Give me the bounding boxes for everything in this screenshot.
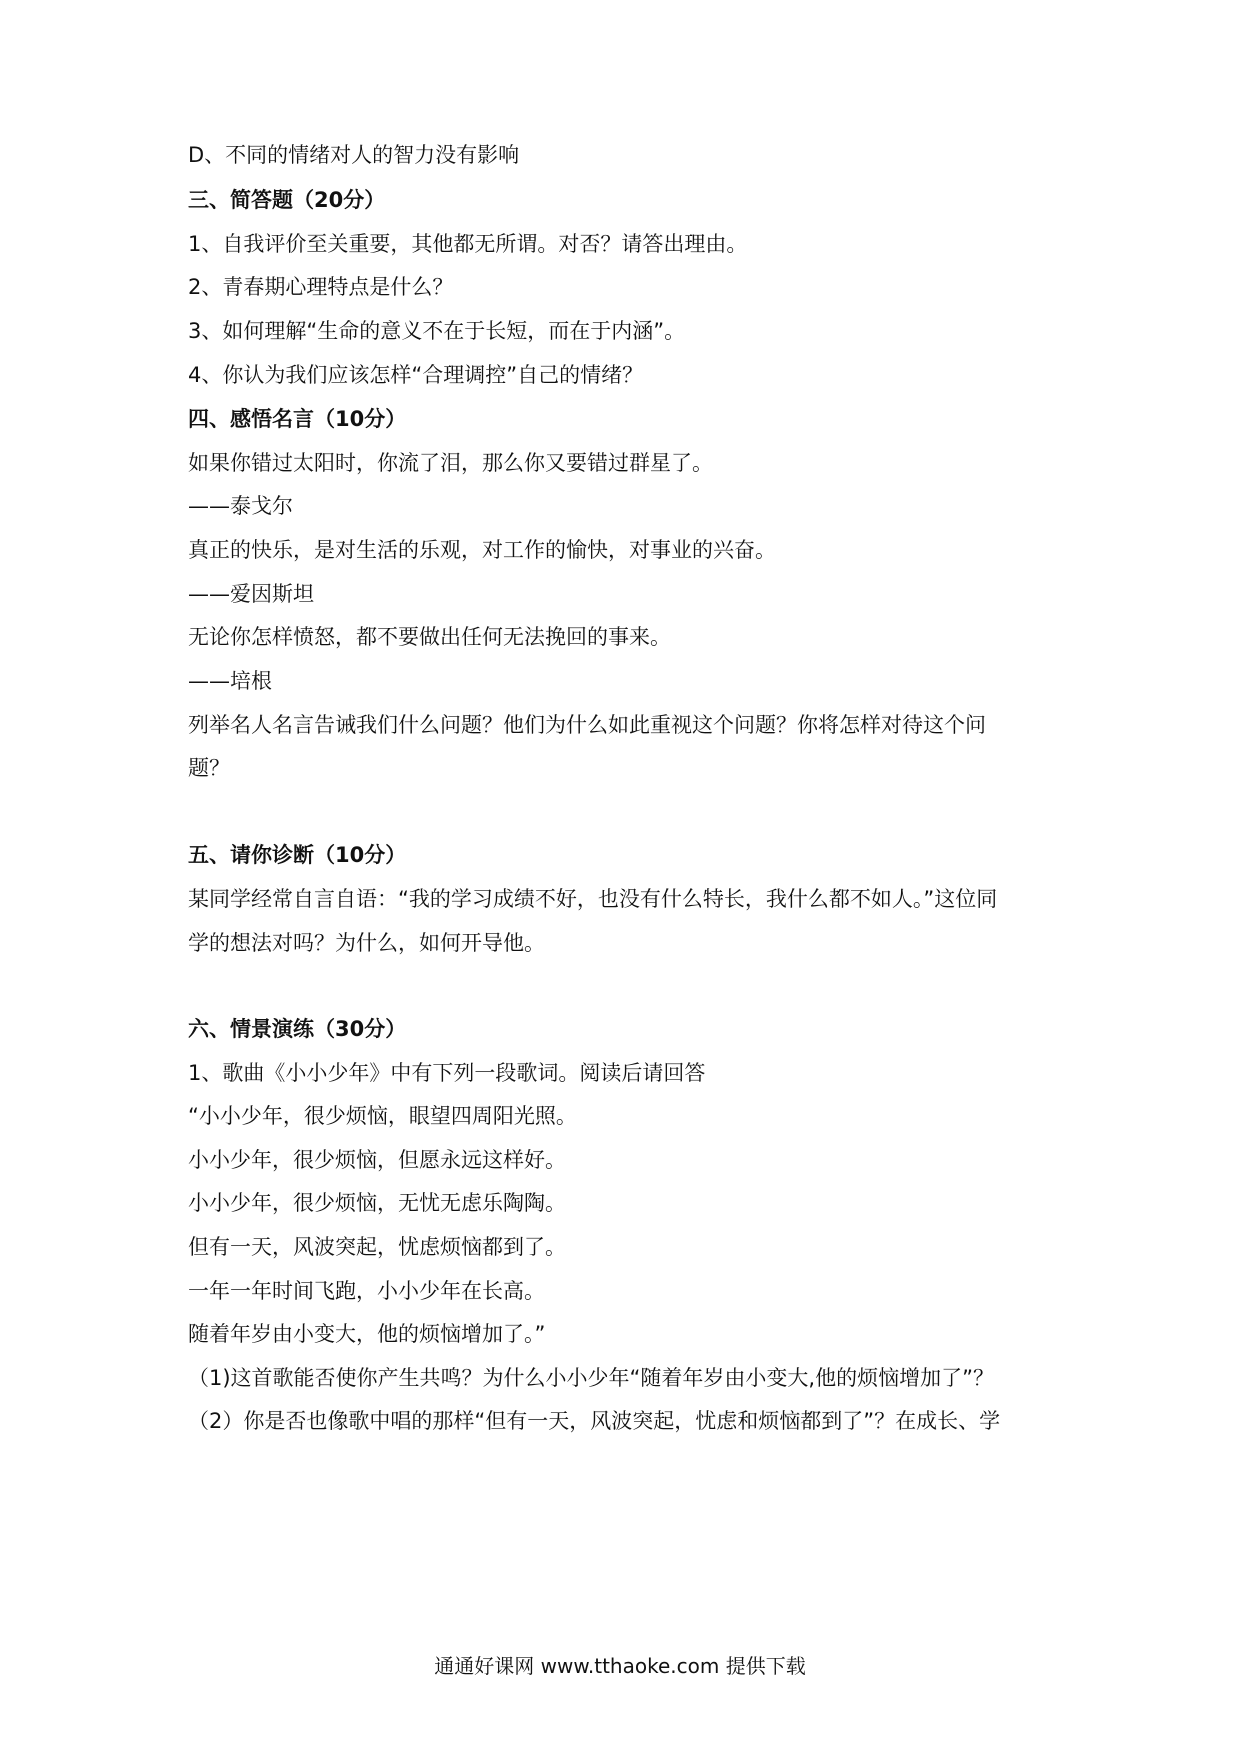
quote-2: 真正的快乐，是对生活的乐观，对工作的愉快，对事业的兴奋。 [188, 538, 776, 562]
page-footer: 通通好课网 www.tthaoke.com 提供下载 [434, 1654, 806, 1678]
lyric-line: “小小少年，很少烦恼，眼望四周阳光照。 [188, 1104, 577, 1128]
section-4-question-line-1: 列举名人名言告诫我们什么问题？他们为什么如此重视这个问题？你将怎样对待这个问 [188, 713, 986, 737]
section-3-question-4: 4、你认为我们应该怎样“合理调控”自己的情绪？ [188, 363, 644, 387]
section-4-heading: 四、感悟名言（10分） [188, 407, 407, 431]
sub-question-2: （2）你是否也像歌中唱的那样“但有一天，风波突起，忧虑和烦恼都到了”？在成长、学 [188, 1409, 1001, 1433]
section-6-heading: 六、情景演练（30分） [188, 1017, 407, 1041]
lyric-line: 随着年岁由小变大，他的烦恼增加了。” [188, 1322, 546, 1346]
quote-1-author: ——泰戈尔 [188, 494, 293, 518]
section-3-question-1: 1、自我评价至关重要，其他都无所谓。对否？请答出理由。 [188, 232, 748, 256]
section-3-question-3: 3、如何理解“生命的意义不在于长短，而在于内涵”。 [188, 319, 686, 343]
lyric-line: 但有一天，风波突起，忧虑烦恼都到了。 [188, 1235, 566, 1259]
section-6-intro: 1、歌曲《小小少年》中有下列一段歌词。阅读后请回答 [188, 1061, 706, 1085]
quote-1: 如果你错过太阳时，你流了泪，那么你又要错过群星了。 [188, 451, 713, 475]
section-5-heading: 五、请你诊断（10分） [188, 843, 407, 867]
section-3-heading: 三、简答题（20分） [188, 188, 386, 212]
lyric-line: 小小少年，很少烦恼，但愿永远这样好。 [188, 1148, 566, 1172]
section-5-text-line-2: 学的想法对吗？为什么，如何开导他。 [188, 931, 545, 955]
section-4-question-line-2: 题？ [188, 756, 230, 780]
option-d: D、不同的情绪对人的智力没有影响 [188, 143, 520, 167]
sub-question-1: （1)这首歌能否使你产生共鸣？为什么小小少年“随着年岁由小变大,他的烦恼增加了”？ [188, 1366, 994, 1390]
quote-2-author: ——爱因斯坦 [188, 582, 314, 606]
section-3-question-2: 2、青春期心理特点是什么？ [188, 275, 454, 299]
lyric-line: 一年一年时间飞跑，小小少年在长高。 [188, 1279, 545, 1303]
quote-3: 无论你怎样愤怒，都不要做出任何无法挽回的事来。 [188, 625, 671, 649]
lyric-line: 小小少年，很少烦恼，无忧无虑乐陶陶。 [188, 1191, 566, 1215]
quote-3-author: ——培根 [188, 669, 272, 693]
section-5-text-line-1: 某同学经常自言自语：“我的学习成绩不好，也没有什么特长，我什么都不如人。”这位同 [188, 887, 998, 911]
